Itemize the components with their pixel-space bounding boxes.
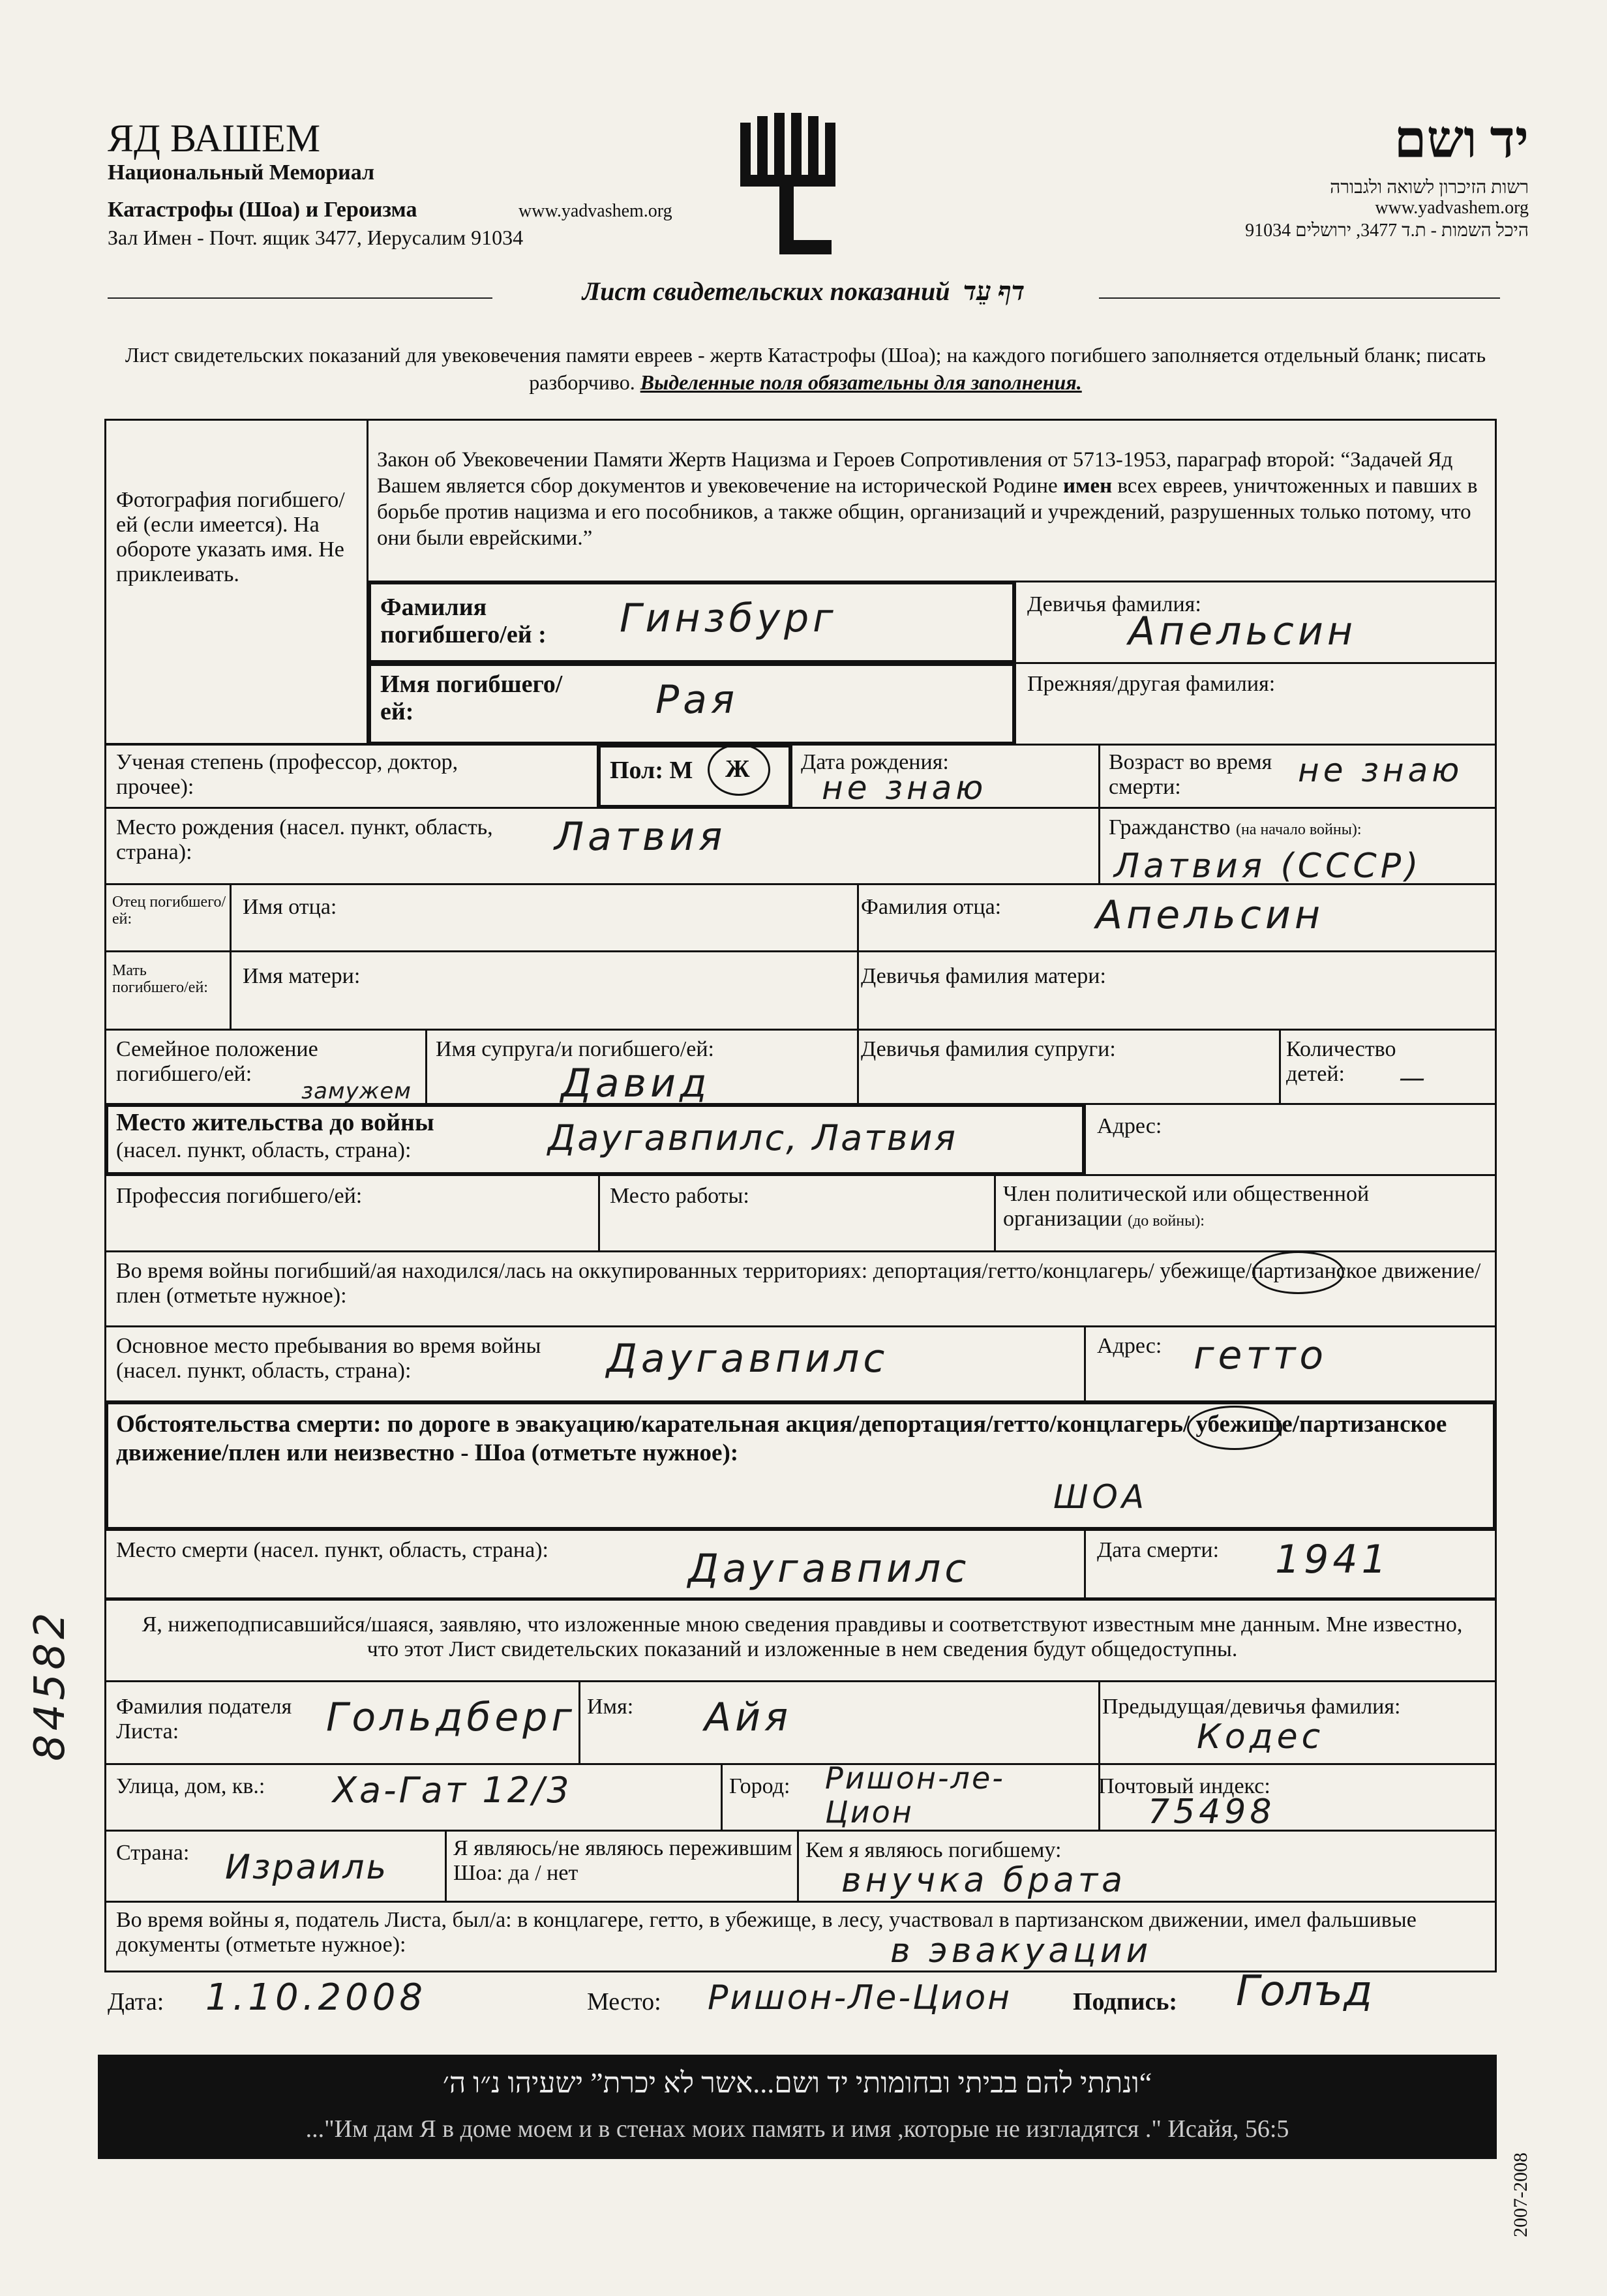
submitter-name-label: Имя: [587,1695,634,1719]
survivor-label: Я являюсь/не являюсь пережившим Шоа: да / нет [453,1836,792,1885]
sex-selected: Ж [725,755,750,783]
residence-sub: (насел. пункт, область, страна): [116,1138,412,1162]
maiden-label: Девичья фамилия: [1027,592,1201,616]
sex-label: Пол: М [610,757,693,784]
death-place-label: Место смерти (насел. пункт, область, страна): [116,1538,548,1562]
father-name-label: Имя отца: [243,895,337,919]
main-address-label: Адрес: [1097,1334,1162,1358]
father-surname-value: Апельсин [1096,892,1325,938]
place-value: Ришон-Ле-Цион [708,1978,1012,2017]
photo-label: Фотография погибшего/ей (если имеется). На обороте указать имя. Не приклеивать. [116,488,345,586]
spouse-value: Давид [561,1061,711,1106]
org-address: Зал Имен - Почт. ящик 3477, Иерусалим 91034 [108,226,524,249]
footer-hebrew: “ונתתי להם בביתי ובחומותי יד ושם...אשר לא יכרת” ישעיהו נ״ו ה׳ [442,2067,1152,2099]
date-value: 1.10.2008 [205,1976,427,2019]
margin-number: 84582 [26,1609,74,1761]
wartime-label: Во время войны погибший/ая находился/лась на оккупированных территориях: депортация/гетто/концлагерь/ убежище/партизанское движение/плен (отметьте нужное): [116,1259,1481,1308]
he-address: היכל השמות - ת.ד 3477, ירושלים 91034 [1245,220,1529,241]
birthplace-value: Латвия [554,814,727,860]
submitter-surname-label: Фамилия подателя Листа: [116,1695,292,1744]
wartime-ghetto-circle [1252,1251,1344,1294]
dob-label: Дата рождения: [801,750,949,774]
children-label: Количество детей: [1286,1037,1396,1086]
signature-label: Подпись: [1073,1988,1178,2016]
zip-value: 75498 [1148,1792,1276,1832]
marital-value: замужем [301,1078,412,1104]
dob-value: не знаю [822,769,987,807]
city-value: Ришон-ле-Цион [825,1760,1005,1830]
relation-label: Кем я являюсь погибшему: [805,1838,1062,1862]
footer-quote-band [98,2055,1497,2159]
profession-label: Профессия погибшего/ей: [116,1184,363,1208]
address-label: Адрес: [1097,1114,1162,1138]
main-address-value: гетто [1194,1333,1328,1378]
maiden-value: Апельсин [1128,609,1357,654]
residence-label: Место жительства до войны [116,1109,434,1136]
children-value: — [1399,1063,1429,1093]
mother-maiden-box[interactable] [857,950,1497,1031]
spouse-maiden-label: Девичья фамилия супруги: [861,1037,1116,1061]
org-url: www.yadvashem.org [518,201,672,221]
surname-label: Фамилия погибшего/ей : [380,594,547,648]
title-rule-right [1099,297,1500,299]
degree-label: Ученая степень (профессор, доктор, прочее): [116,750,458,799]
wartime-sub-value: в эвакуации [890,1931,1152,1971]
death-place-value: Даугавпилс [688,1546,970,1592]
law-text: Закон об Увековечении Памяти Жертв Нацизма и Героев Сопротивления от 5713-1953, параграф второй: “Задачей Яд Вашем является сбор документов и увековечение на исторической Родине имен всех евреев, уничтоженных и павших в борьбе против нацизма и его пособников, а также общин, организаций и учреждений, разрушенных только потому, что они были еврейскими.” [377,448,1478,550]
city-label: Город: [729,1774,790,1798]
he-subtitle: רשות הזיכרון לשואה ולגבורה [1330,177,1529,198]
prev-surname-label: Прежняя/другая фамилия: [1027,672,1276,696]
submitter-prev-value: Кодес [1197,1717,1325,1757]
father-side-label: Отец погибшего/ей: [112,894,226,928]
org-line-3: Катастрофы (Шоа) и Героизма [108,198,417,222]
place-label: Место: [587,1988,661,2016]
death-date-label: Дата смерти: [1097,1538,1220,1562]
org-title: ЯД ВАШЕМ [108,117,321,160]
street-value: Ха-Гат 12/3 [333,1770,572,1811]
submitter-name-value: Айя [704,1695,792,1740]
marital-label: Семейное положение погибшего/ей: [116,1037,318,1086]
age-value: не знаю [1298,751,1464,789]
footer-russian: ..."Им дам Я в доме моем и в стенах моих память и имя ,которые не изгладятся ." Исайя, 56:5 [305,2115,1289,2143]
submitter-prev-label: Предыдущая/девичья фамилия: [1102,1695,1401,1719]
mother-side-label: Мать погибшего/ей: [112,962,208,996]
date-label: Дата: [108,1988,164,2016]
he-url: www.yadvashem.org [1375,198,1529,218]
birthplace-label: Место рождения (насел. пункт, область, страна): [116,815,493,864]
intro-text: Лист свидетельских показаний для увековечения памяти евреев - жертв Катастрофы (Шоа); на каждого погибшего заполняется отдельный бланк; писать разборчиво. Выделенные поля обязательны для заполнения. [125,343,1486,394]
citizenship-label: Гражданство (на начало войны): [1109,815,1362,839]
mother-maiden-label: Девичья фамилия матери: [861,964,1106,988]
father-surname-label: Фамилия отца: [861,895,1002,919]
form-year: 2007-2008 [1510,2152,1531,2237]
age-label: Возраст во время смерти: [1109,750,1272,799]
country-value: Израиль [225,1848,389,1887]
member-label: Член политической или общественной организации (до войны): [1003,1182,1370,1231]
submitter-surname-value: Гольдберг [326,1695,576,1740]
street-label: Улица, дом, кв.: [116,1774,265,1798]
citizenship-value: Латвия (СССР) [1114,847,1422,886]
surname-value: Гинзбург [620,596,837,641]
death-circ-value: ШОА [1053,1478,1149,1516]
sheet-title: Лист свидетельских показаний דף עֵד [582,277,1025,306]
death-circ-text: Обстоятельства смерти: по дороге в эвакуацию/карательная акция/депортация/гетто/концлагерь/ убежище/партизанское движение/плен или неизвестно - Шоа (отметьте нужное): [116,1411,1447,1466]
main-place-label: Основное место пребывания во время войны (насел. пункт, область, страна): [116,1334,541,1383]
workplace-label: Место работы: [610,1184,749,1208]
mother-name-box[interactable] [230,950,859,1031]
declaration-text: Я, нижеподписавшийся/шаяся, заявляю, что изложенные мною сведения правдивы и соответствуют известным мне данным. Мне известно, что этот Лист свидетельских показаний и изложенные в нем сведения будут общедоступны. [142,1612,1463,1661]
zip-label: Почтовый индекс: [1098,1774,1270,1798]
signature-value: Голъд [1236,1967,1374,2016]
yad-vashem-logo-icon [734,110,851,266]
relation-value: внучка брата [841,1861,1127,1900]
submitter-name-box[interactable] [578,1680,1100,1765]
death-circ-ghetto-circle [1187,1406,1282,1450]
firstname-label: Имя погибшего/ей: [380,671,563,725]
main-place-value: Даугавпилс [607,1336,889,1382]
org-line-2: Национальный Мемориал [108,160,375,185]
wartime-sub-label: Во время войны я, податель Листа, был/а: в концлагере, гетто, в убежище, в лесу, участвовал в партизанском движении, имел фальшивые документы (отметьте нужное): [116,1908,1417,1957]
residence-value: Даугавпилс, Латвия [548,1117,958,1158]
firstname-value: Рая [655,677,739,723]
country-label: Страна: [116,1841,190,1865]
he-title: יד ושם [1394,112,1529,169]
spouse-label: Имя супруга/и погибшего/ей: [436,1037,714,1061]
death-date-value: 1941 [1275,1537,1390,1582]
mother-name-label: Имя матери: [243,964,361,988]
